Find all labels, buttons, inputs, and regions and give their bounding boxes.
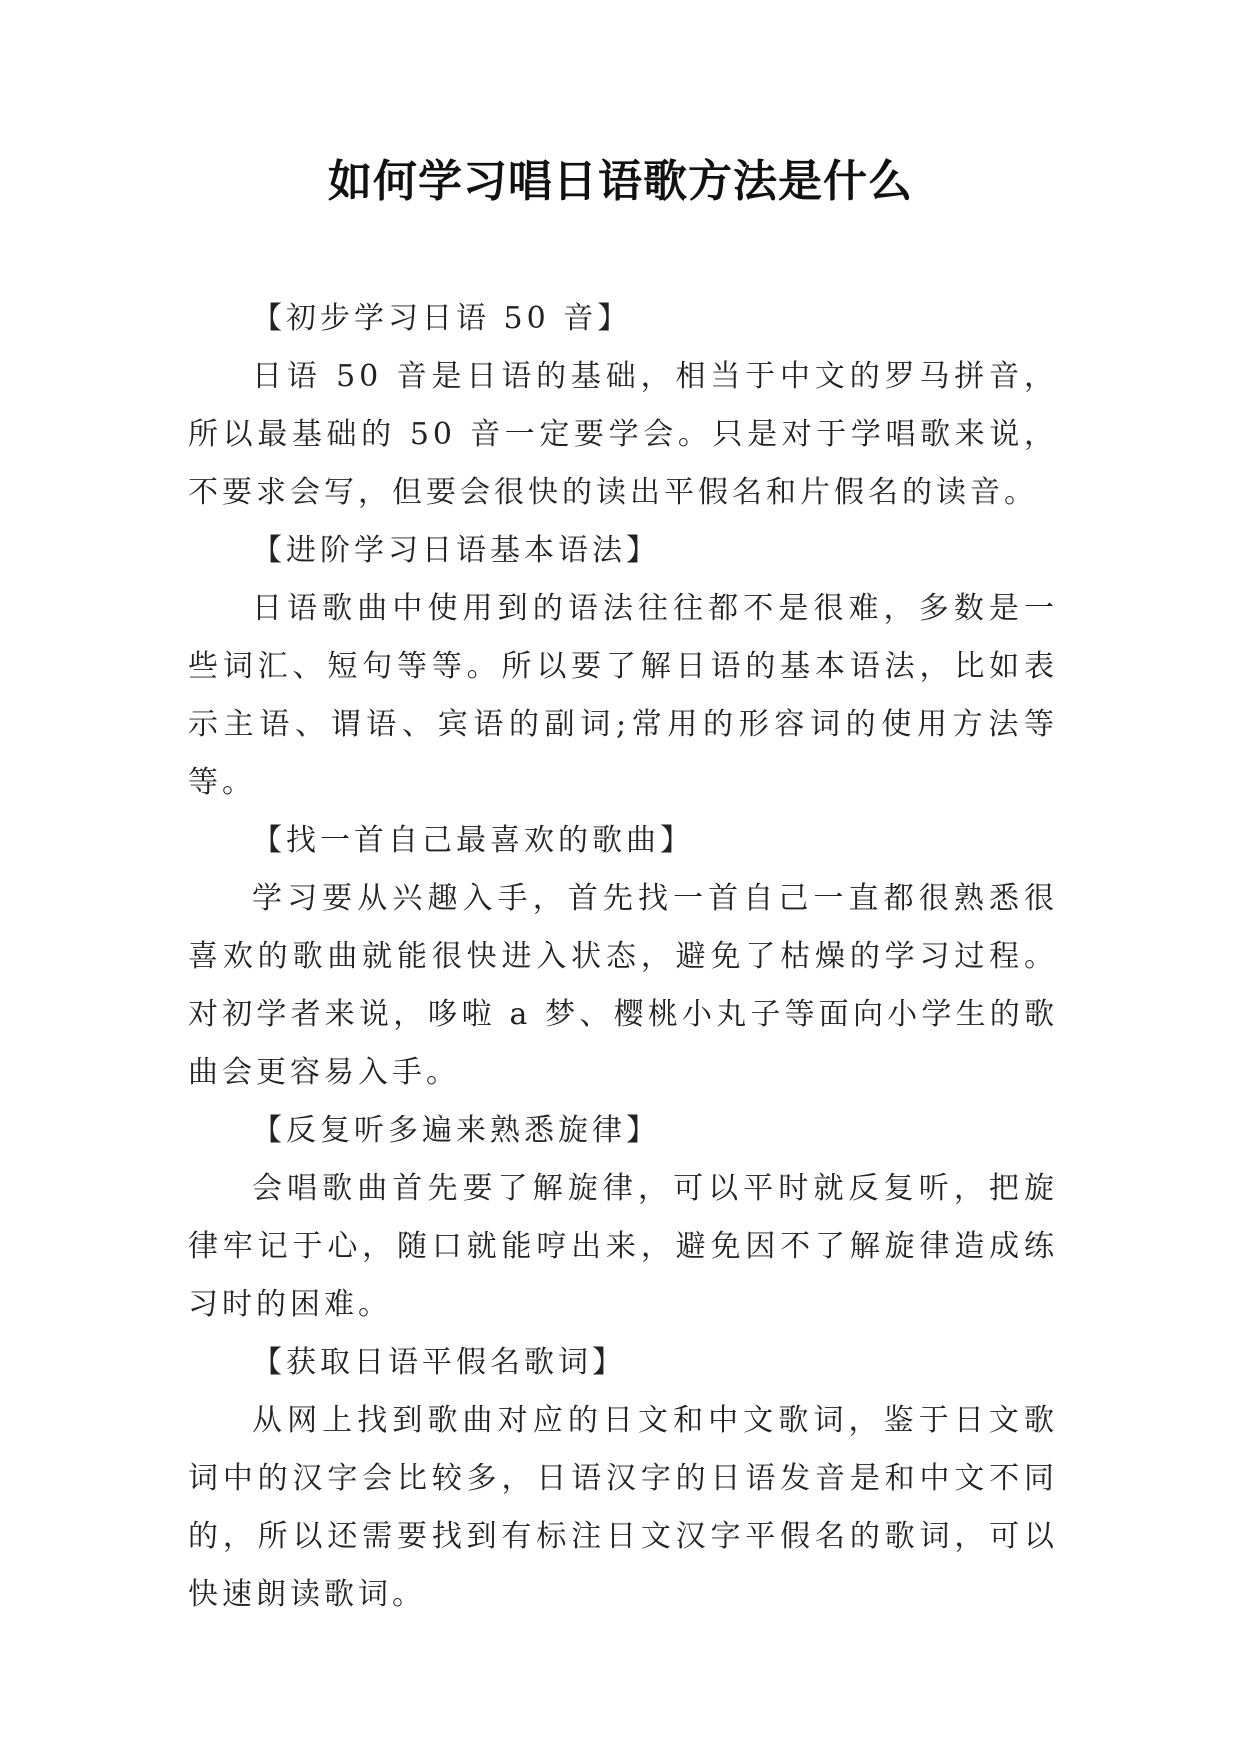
section-heading: 【初步学习日语 50 音】 bbox=[252, 301, 632, 336]
section-paragraph: 从网上找到歌曲对应的日文和中文歌词，鉴于日文歌词中的汉字会比较多，日语汉字的日语发音是和中文不同的，所以还需要找到有标注日文汉字平假名的歌词，可以快速朗读歌词。 bbox=[188, 1403, 1058, 1612]
section-paragraph: 日语歌曲中使用到的语法往往都不是很难，多数是一些词汇、短句等等。所以要了解日语的基本语法，比如表示主语、谓语、宾语的副词;常用的形容词的使用方法等等。 bbox=[188, 591, 1058, 800]
section-1 bbox=[188, 290, 1058, 522]
section-5 bbox=[188, 1334, 1058, 1624]
document-title: 如何学习唱日语歌方法是什么 bbox=[328, 156, 913, 207]
section-2 bbox=[188, 522, 1058, 812]
document-body bbox=[188, 290, 1058, 1624]
section-heading: 【进阶学习日语基本语法】 bbox=[252, 533, 660, 568]
section-heading: 【找一首自己最喜欢的歌曲】 bbox=[252, 823, 694, 858]
section-heading: 【反复听多遍来熟悉旋律】 bbox=[252, 1113, 660, 1148]
section-heading: 【获取日语平假名歌词】 bbox=[252, 1345, 626, 1380]
section-paragraph: 学习要从兴趣入手，首先找一首自己一直都很熟悉很喜欢的歌曲就能很快进入状态，避免了枯燥的学习过程。对初学者来说，哆啦 a 梦、樱桃小丸子等面向小学生的歌曲会更容易入手。 bbox=[188, 881, 1058, 1090]
section-3 bbox=[188, 812, 1058, 1102]
section-4 bbox=[188, 1102, 1058, 1334]
section-paragraph: 会唱歌曲首先要了解旋律，可以平时就反复听，把旋律牢记于心，随口就能哼出来，避免因不了解旋律造成练习时的困难。 bbox=[188, 1171, 1058, 1322]
section-paragraph: 日语 50 音是日语的基础，相当于中文的罗马拼音，所以最基础的 50 音一定要学会。只是对于学唱歌来说，不要求会写，但要会很快的读出平假名和片假名的读音。 bbox=[188, 359, 1058, 510]
